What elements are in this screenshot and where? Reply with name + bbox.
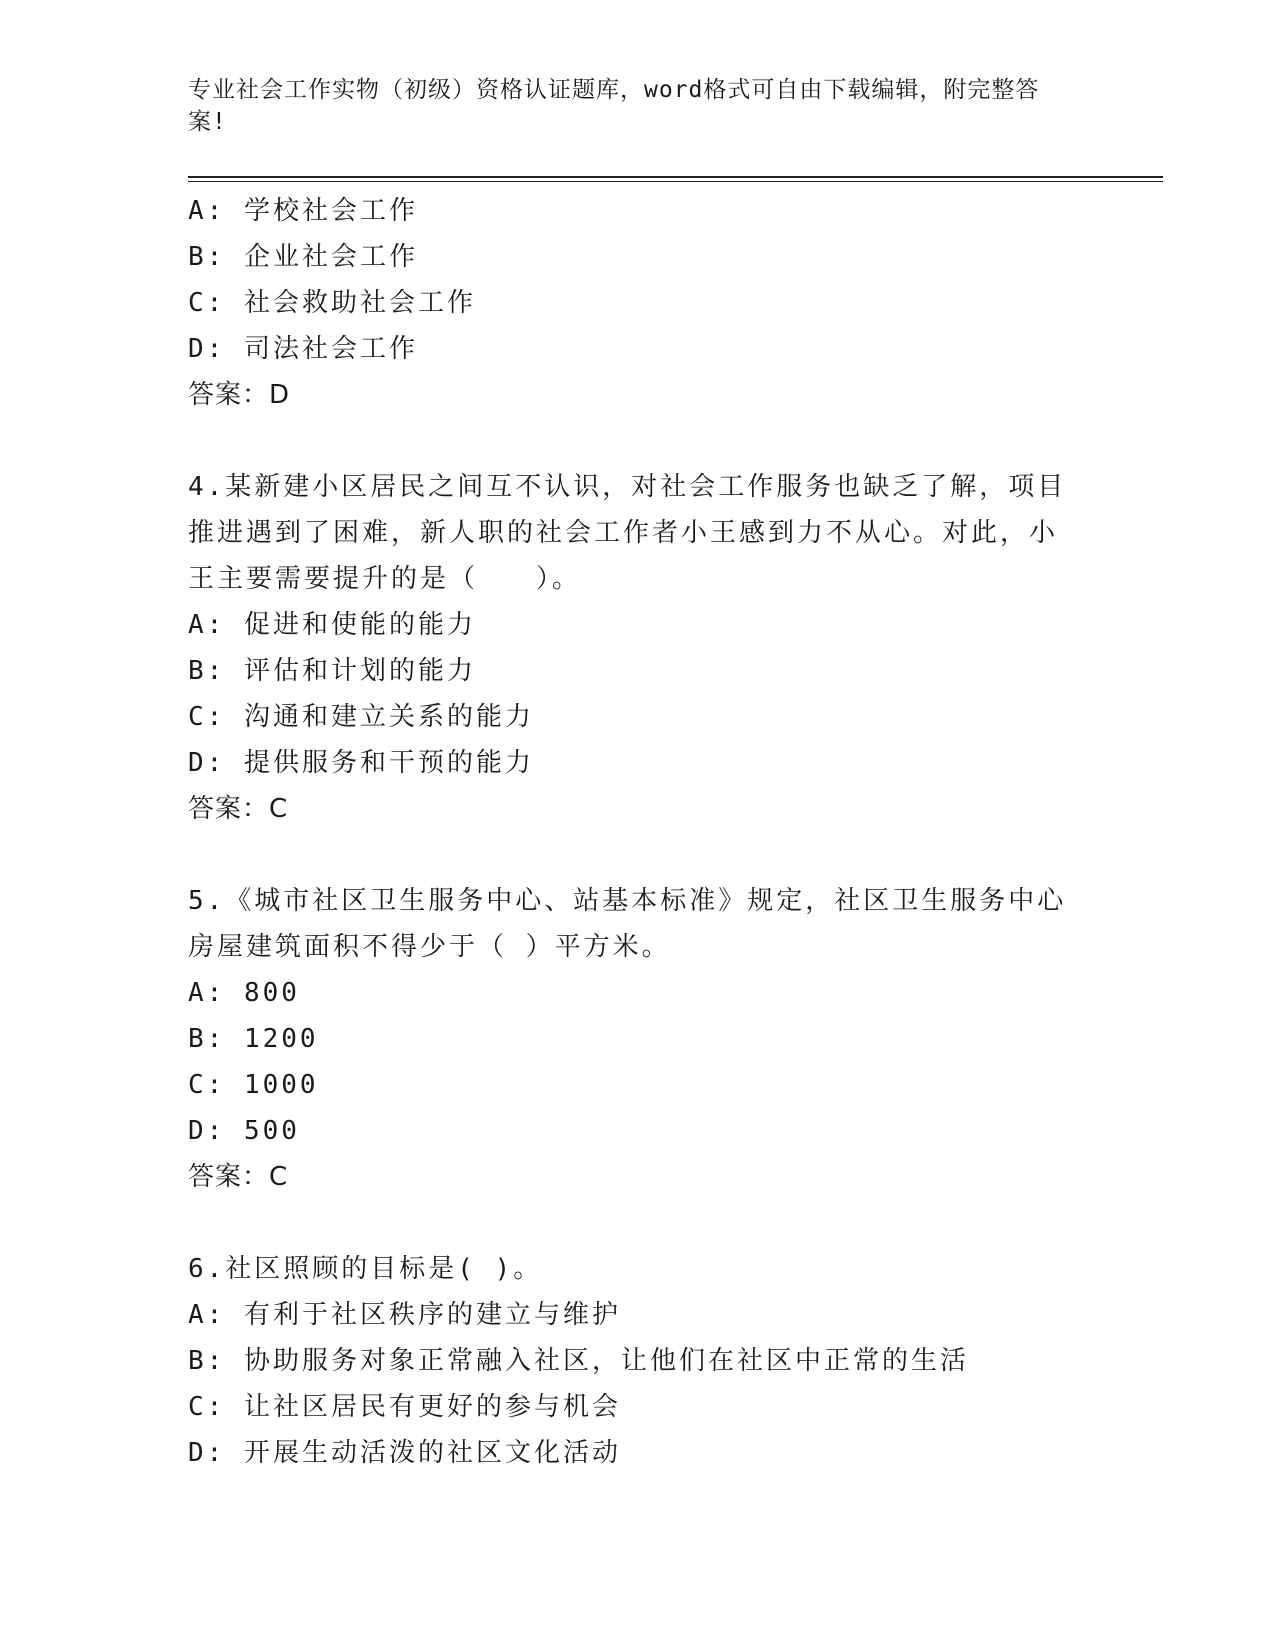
option-d: D: 开展生动活泼的社区文化活动: [188, 1438, 621, 1468]
header-rule-thick: [188, 176, 1163, 178]
option-a: A: 促进和使能的能力: [188, 610, 476, 640]
question-5: [188, 878, 1088, 1200]
question-6: [188, 1246, 1088, 1476]
question-3: [188, 188, 1088, 418]
page-header: 专业社会工作实物（初级）资格认证题库，word格式可自由下载编辑，附完整答案!: [188, 77, 1040, 135]
option-a: A: 学校社会工作: [188, 196, 418, 226]
question-list: [188, 188, 1088, 1476]
option-b: B: 企业社会工作: [188, 242, 418, 272]
option-d: D: 500: [188, 1116, 300, 1146]
question-4: [188, 464, 1088, 832]
option-b: B: 评估和计划的能力: [188, 656, 476, 686]
option-b: B: 1200: [188, 1024, 319, 1054]
option-c: C: 社会救助社会工作: [188, 288, 476, 318]
spacer: [188, 418, 1088, 464]
question-stem: 6.社区照顾的目标是( )。: [188, 1254, 543, 1284]
question-stem: 4.某新建小区居民之间互不认识，对社会工作服务也缺乏了解，项目推进遇到了困难，新人职的社会工作者小王感到力不从心。对此，小王主要需要提升的是（ ）。: [188, 472, 1067, 594]
option-a: A: 有利于社区秩序的建立与维护: [188, 1300, 621, 1330]
option-b: B: 协助服务对象正常融入社区，让他们在社区中正常的生活: [188, 1346, 969, 1376]
answer: 答案：C: [188, 794, 289, 824]
spacer: [188, 832, 1088, 878]
header-rule-thin: [188, 181, 1163, 182]
answer: 答案：C: [188, 1162, 289, 1192]
option-d: D: 提供服务和干预的能力: [188, 748, 534, 778]
option-a: A: 800: [188, 978, 300, 1008]
question-stem: 5.《城市社区卫生服务中心、站基本标准》规定，社区卫生服务中心房屋建筑面积不得少于（ ）平方米。: [188, 886, 1067, 962]
option-c: C: 沟通和建立关系的能力: [188, 702, 534, 732]
spacer: [188, 1200, 1088, 1246]
answer: 答案：D: [188, 380, 291, 410]
option-d: D: 司法社会工作: [188, 334, 418, 364]
option-c: C: 让社区居民有更好的参与机会: [188, 1392, 621, 1422]
option-c: C: 1000: [188, 1070, 319, 1100]
